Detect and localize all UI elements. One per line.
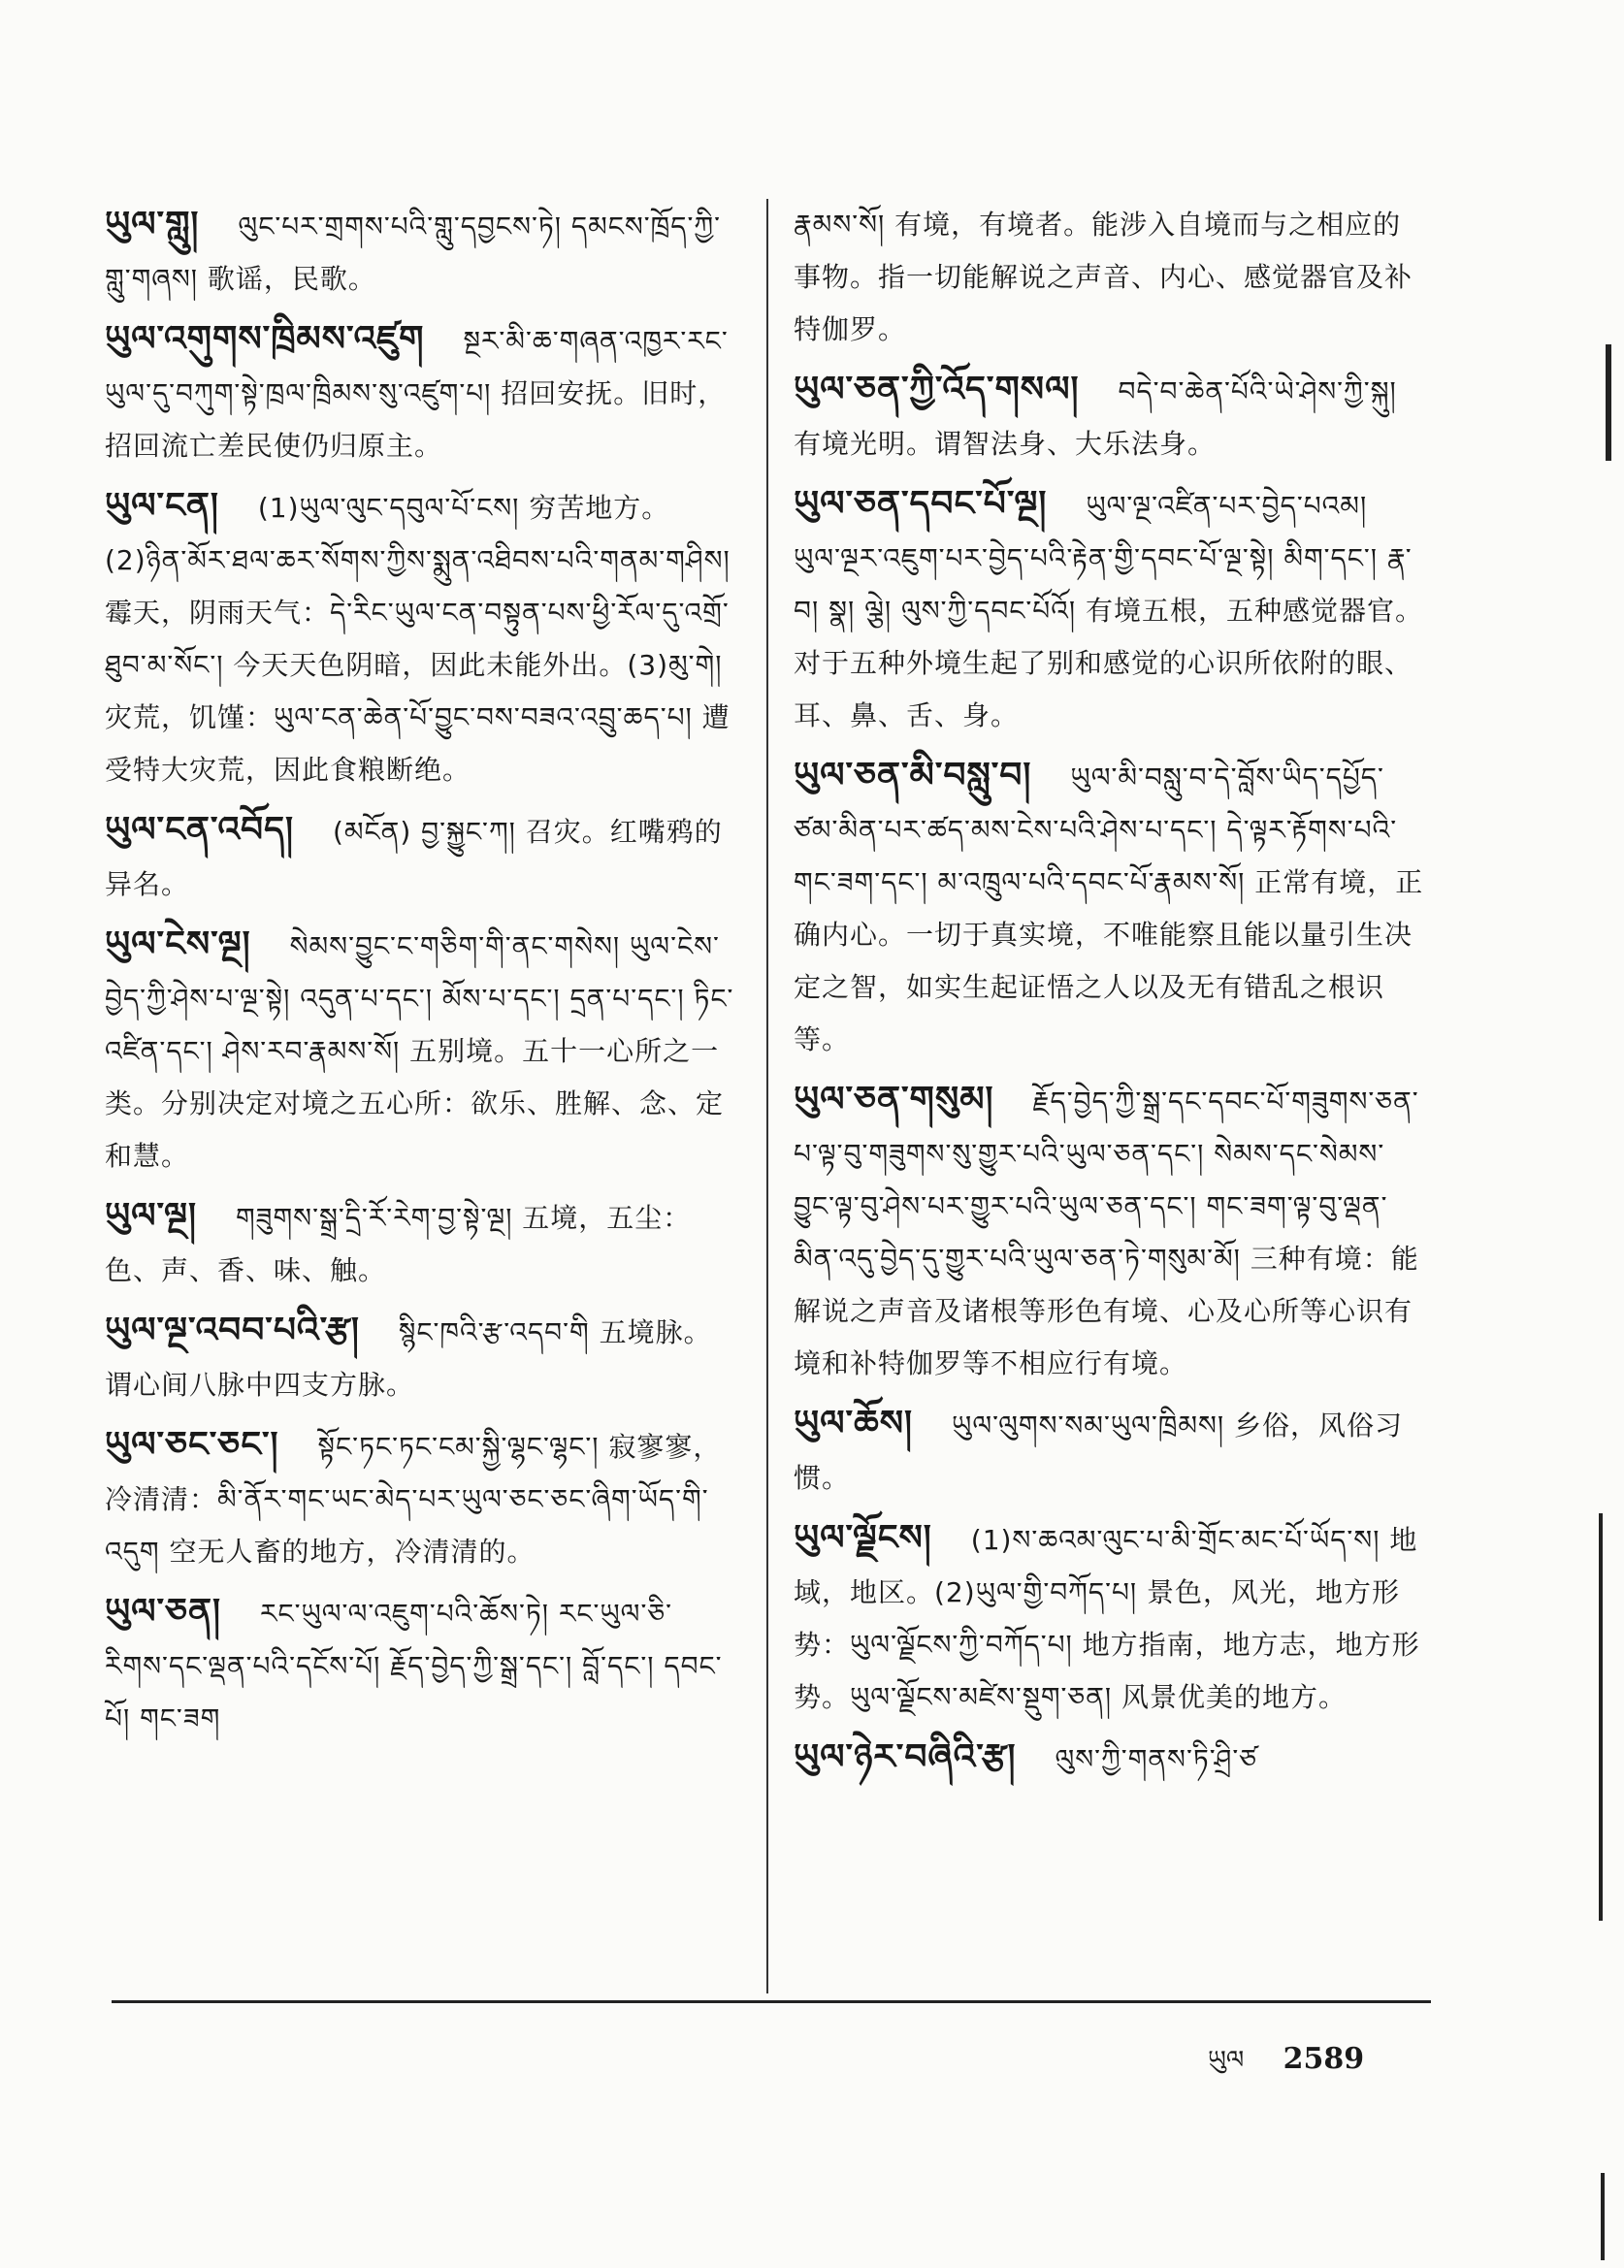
dictionary-entry [105,199,735,306]
dictionary-entry [105,804,735,911]
entry-headword: ཡུལ་ལྔ། [105,1196,197,1236]
entry-definition: སྔར་མི་ཆ་གཞན་འཁྱར་རང་ཡུལ་དུ་བཀུག་སྟེ་ཁྲལ་ཁྲིམས་སུ་འཛུག་པ། 招回安抚。旧时，招回流亡差民使仍归原主。 [105,325,729,462]
entry-definition: རྣམས་སོ། 有境，有境者。能涉入自境而与之相应的事物。指一切能解说之声音、内心、感觉器官及补特伽罗。 [794,209,1413,345]
entry-headword: ཡུལ་ཅན་དབང་པོ་ལྔ། [794,484,1048,524]
dictionary-entry [105,919,735,1183]
entry-definition: སེམས་བྱུང་ང་གཅིག་གི་ནང་གསེས། ཡུལ་ངེས་བྱེད་ཀྱི་ཤེས་པ་ལྔ་སྟེ། འདུན་པ་དང་། མོས་པ་དང་། དྲན་པ་དང་། ཏིང་འཛིན་དང་། ཤེས་རབ་རྣམས་སོ། 五别境。五十一心所之一类。分别决定对境之五心所：欲乐、胜解、念、定和慧。 [105,930,734,1172]
running-head-word: ཡུལ [1208,2046,1245,2075]
scan-edge-mark [1601,2173,1605,2260]
entry-headword: ཡུལ་གླུ། [105,205,200,244]
entry-headword: ཡུལ་ཅང་ཅང་། [105,1425,279,1465]
entry-headword: ཡུལ་འགུགས་ཁྲིམས་འཛུག [105,319,425,359]
scan-edge-mark [1606,344,1611,461]
dictionary-entry [105,313,735,472]
entry-headword: ཡུལ་ཅན་གསུམ། [794,1080,994,1119]
dictionary-entry [794,478,1424,742]
entry-definition: (མངོན) བྱ་སྐྱུང་ཀ། 召灾。红嘴鸦的异名。 [105,816,723,900]
dictionary-entry [794,750,1424,1066]
entry-definition: གཟུགས་སྒྲ་དྲི་རོ་རེག་བྱ་སྟེ་ལྔ། 五境，五尘：色、声、香、味、触。 [105,1202,692,1286]
entry-headword: ཡུལ་ཅན་མི་བསླུ་བ། [794,756,1032,795]
dictionary-entry [105,1419,735,1578]
dictionary-entry [105,480,735,796]
entry-headword: ཡུལ་ལྔ་འབབ་པའི་རྩ། [105,1311,360,1350]
entry-definition: ཡུལ་མི་བསླུ་བ་དེ་བློས་ཡིད་དཔྱོད་ཙམ་མིན་པར་ཚད་མས་ངེས་པའི་ཤེས་པ་དང་། དེ་ལྟར་རྟོགས་པའི་གང་ཟག་དང་། མ་འཁྲུལ་པའི་དབང་པོ་རྣམས་སོ། 正常有境，正确内心。一切于真实境，不唯能察且能以量引生决定之智，如实生起证悟之人以及无有错乱之根识等。 [794,761,1424,1055]
entry-definition: སྙིང་ཁའི་རྩ་འདབ་གི 五境脉。谓心间八脉中四支方脉。 [105,1316,712,1401]
entry-definition: ལུང་པར་གྲགས་པའི་གླུ་དབྱངས་ཏེ། དམངས་ཁྲོད་ཀྱི་གླུ་གཞས། 歌谣，民歌。 [105,211,721,295]
column-divider [766,199,768,1993]
left-column [105,199,735,1753]
dictionary-entry [794,1398,1424,1505]
dictionary-entry [105,1305,735,1411]
entry-definition: ཡུལ་ལུགས་སམ་ཡུལ་ཁྲིམས། 乡俗，风俗习惯。 [794,1409,1404,1494]
entry-definition: ཡུལ་ལྔ་འཛིན་པར་བྱེད་པའམ། ཡུལ་ལྔར་འཇུག་པར་བྱེད་པའི་རྟེན་གྱི་དབང་པོ་ལྔ་སྟེ། མིག་དང་། རྣ་བ། སྣ། ལྕེ། ལུས་ཀྱི་དབང་པོའོ། 有境五根，五种感觉器官。对于五种外境生起了别和感觉的心识所依附的眼、耳、鼻、舌、身。 [794,490,1424,731]
entry-definition: (1)ཡུལ་ལུང་དབུལ་པོ་ངས། 穷苦地方。(2)ཉིན་མོར་ཐལ་ཆར་སོགས་ཀྱིས་སྨུན་འཐིབས་པའི་གནམ་གཤིས། 霉天，阴雨天气：དེ་རིང་ཡུལ་ངན་བསྟུན་པས་ཕྱི་རོལ་དུ་འགྲོ་ཐུབ་མ་སོང་། 今天天色阴暗，因此未能外出。(3)མུ་གེ། 灾荒，饥馑：ཡུལ་ངན་ཆེན་པོ་བྱུང་བས་བཟའ་འབྲུ་ཆད་པ། 遭受特大灾荒，因此食粮断绝。 [105,492,731,786]
entry-headword: ཡུལ་ལྗོངས། [794,1518,932,1558]
entry-headword: ཡུལ་ཆོས། [794,1404,914,1443]
right-column [794,199,1424,1794]
entry-headword: ཡུལ་ཉེར་བཞིའི་རྩ། [794,1737,1017,1777]
entry-definition: རང་ཡུལ་ལ་འཇུག་པའི་ཆོས་ཏེ། རང་ཡུལ་ཅི་རིགས་དང་ལྡན་པའི་དངོས་པོ། རྗོད་བྱེད་ཀྱི་སྒྲ་དང་། བློ་དང་། དབང་པོ། གང་ཟག [105,1598,723,1734]
scan-edge-mark [1599,1513,1603,1921]
dictionary-entry [794,199,1424,356]
entry-definition: ལུས་ཀྱི་གནས་ཏི་ཤྲི་ཙ [1055,1743,1258,1775]
entry-definition: སྟོང་ཏང་ཏང་ངམ་སྐྱི་ལྷང་ལྷང་། 寂寥寥，冷清清：མི་ནོར་གང་ཡང་མེད་པར་ཡུལ་ཅང་ཅང་ཞིག་ཡོད་གི་འདུག 空无人畜的地方，冷清清的。 [105,1431,722,1568]
page-number: 2589 [1283,2042,1365,2076]
footer-rule [112,2000,1431,2003]
entry-definition: བདེ་བ་ཆེན་པོའི་ཡེ་ཤེས་ཀྱི་སྐུ། 有境光明。谓智法身、大乐法身。 [794,375,1397,460]
entry-headword: ཡུལ་ཅན་ཀྱི་འོད་གསལ། [794,370,1080,409]
entry-definition: (1)ས་ཆའམ་ལུང་པ་མི་གྲོང་མང་པོ་ཡོད་ས། 地域，地区。(2)ཡུལ་གྱི་བཀོད་པ། 景色，风光，地方形势：ཡུལ་ལྗོངས་ཀྱི་བཀོད་པ། 地方指南，地方志，地方形势。ཡུལ་ལྗོངས་མཛེས་སྡུག་ཅན། 风景优美的地方。 [794,1524,1420,1713]
entry-definition: རྗོད་བྱེད་ཀྱི་སྒྲ་དང་དབང་པོ་གཟུགས་ཅན་པ་ལྟ་བུ་གཟུགས་སུ་གྱུར་པའི་ཡུལ་ཅན་དང་། སེམས་དང་སེམས་བྱུང་ལྟ་བུ་ཤེས་པར་གྱུར་པའི་ཡུལ་ཅན་དང་། གང་ཟག་ལྟ་བུ་ལྡན་མིན་འདུ་བྱེད་དུ་གྱུར་པའི་ཡུལ་ཅན་ཏེ་གསུམ་མོ། 三种有境：能解说之声音及诸根等形色有境、心及心所等心识有境和补特伽罗等不相应行有境。 [794,1085,1419,1379]
entry-headword: ཡུལ་ངན་འབོད། [105,810,294,850]
dictionary-entry [794,1074,1424,1390]
page-footer [1208,2032,1364,2103]
dictionary-entry [794,1512,1424,1724]
entry-headword: ཡུལ་ངེས་ལྔ། [105,924,251,964]
entry-headword: ཡུལ་ངན། [105,486,219,526]
dictionary-entry [105,1586,735,1745]
dictionary-entry [794,364,1424,470]
entry-headword: ཡུལ་ཅན། [105,1592,221,1632]
dictionary-entry [794,1732,1424,1786]
dictionary-entry [105,1190,735,1297]
